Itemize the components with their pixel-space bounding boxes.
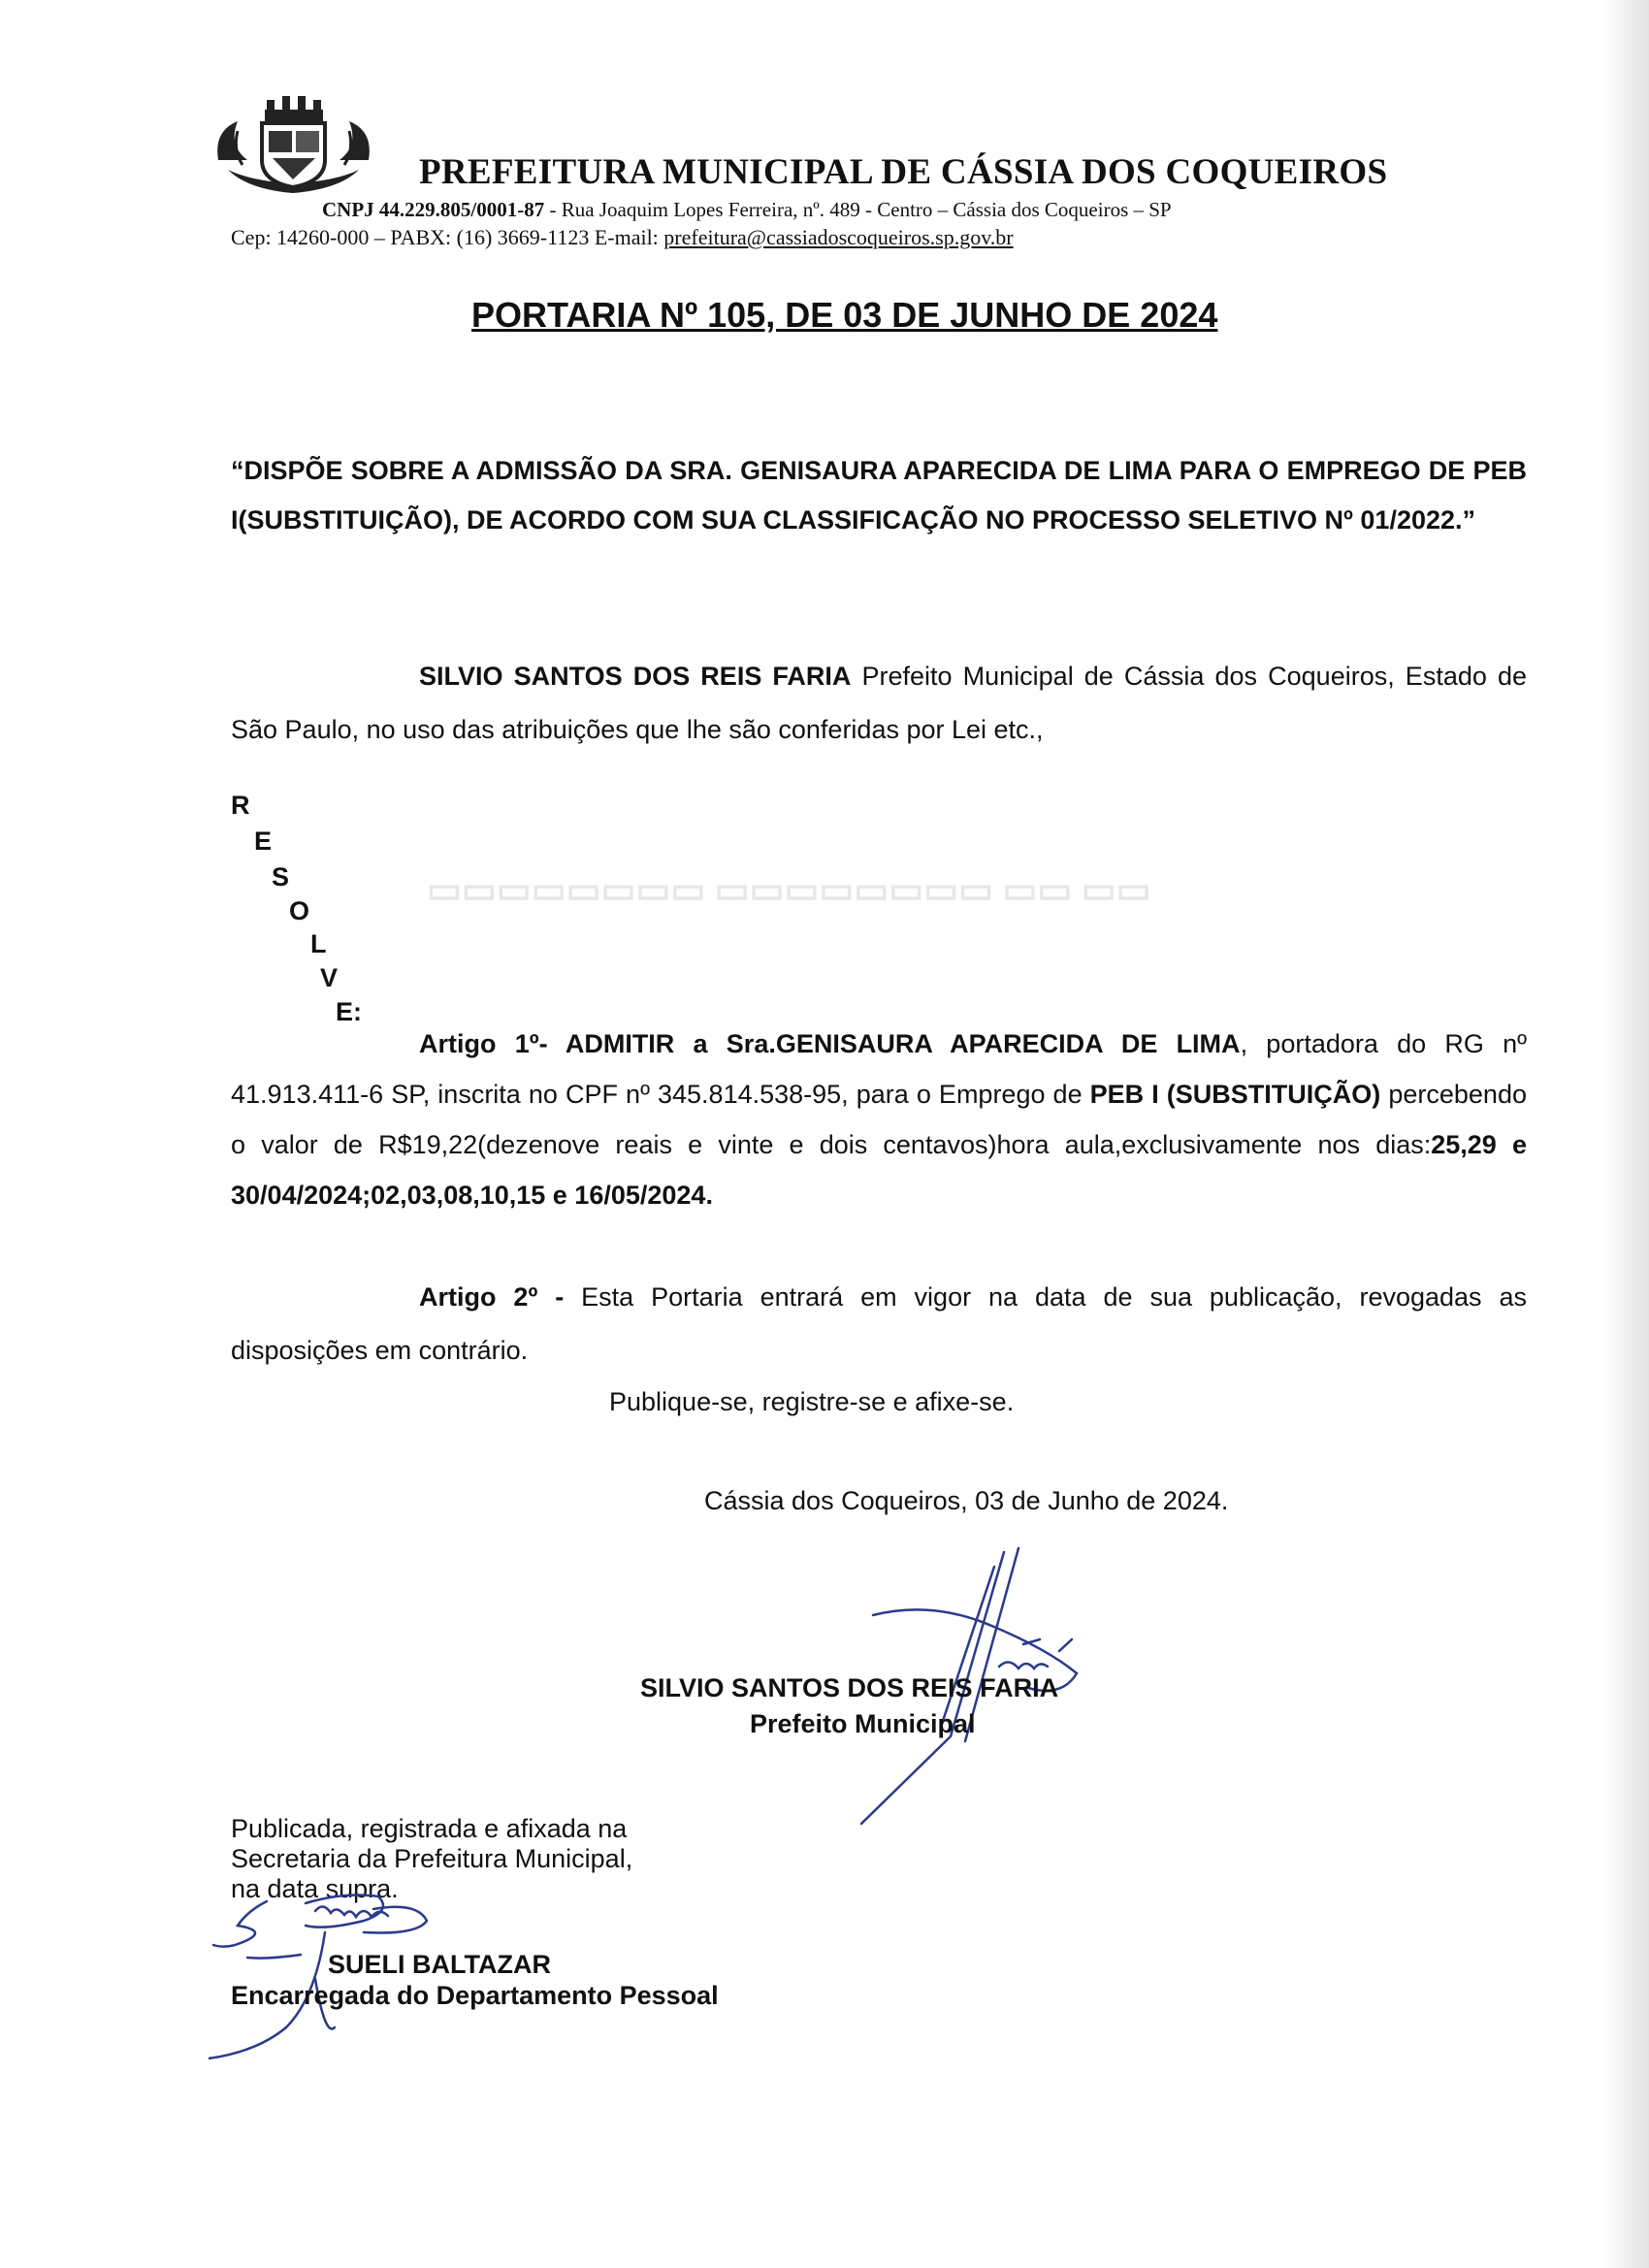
article-1-label: Artigo 1º- ADMITIR a Sra.GENISAURA APARECIDA DE LIMA	[419, 1029, 1241, 1058]
article-2-label: Artigo 2º -	[419, 1282, 565, 1312]
institution-contact	[231, 225, 1014, 250]
resolve-letter: O	[289, 896, 310, 925]
article-1-role: PEB I (SUBSTITUIÇÃO)	[1089, 1080, 1381, 1109]
resolve-letter: V	[320, 963, 339, 992]
publication-order: Publique-se, registre-se e afixe-se.	[609, 1387, 1015, 1416]
secretary-name: SUELI BALTAZAR	[328, 1950, 551, 1979]
resolve-letter: E	[254, 826, 273, 856]
intro-text: Prefeito Municipal de Cássia dos Coqueiros, Estado de São Paulo, no uso das atribuições que lhe são conferidas por Lei etc.,	[231, 662, 1527, 744]
mayor-role: Prefeito Municipal	[750, 1709, 976, 1738]
secretary-role: Encarregada do Departamento Pessoal	[231, 1981, 719, 2010]
resolve-letter: E:	[336, 997, 362, 1026]
scan-edge-shadow	[1604, 0, 1649, 2268]
document-title: PORTARIA Nº 105, DE 03 DE JUNHO DE 2024	[471, 295, 1218, 335]
document-ementa: “DISPÕE SOBRE A ADMISSÃO DA SRA. GENISAURA APARECIDA DE LIMA PARA O EMPREGO DE PEB I(SUBSTITUIÇÃO), DE ACORDO COM SUA CLASSIFICAÇÃO NO PROCESSO SELETIVO Nº 01/2022.”	[231, 456, 1527, 535]
resolve-letter: R	[231, 791, 250, 820]
intro-paragraph	[231, 650, 1527, 757]
article-1-text: , portadora do RG nº 41.913.411-6 SP, inscrita no CPF nº 345.814.538-95, para o Emprego de	[231, 1029, 1528, 1109]
cnpj-label: CNPJ 44.229.805/0001-87	[322, 198, 545, 221]
institution-address	[322, 198, 1172, 222]
mayor-name: SILVIO SANTOS DOS REIS FARIA	[640, 1673, 1059, 1702]
municipal-crest-icon	[209, 92, 378, 199]
publication-note-line: Secretaria da Prefeitura Municipal,	[231, 1844, 633, 1873]
article-1-dates: 25,29 e 30/04/2024;02,03,08,10,15 e 16/05/2024.	[231, 1130, 1527, 1210]
resolve-letter: S	[272, 862, 290, 891]
place-and-date: Cássia dos Coqueiros, 03 de Junho de 2024.	[704, 1486, 1229, 1515]
address-text: - Rua Joaquim Lopes Ferreira, nº. 489 - Centro – Cássia dos Coqueiros – SP	[544, 198, 1172, 221]
email-link[interactable]: prefeitura@cassiadoscoqueiros.sp.gov.br	[663, 225, 1014, 249]
article-2	[231, 1271, 1527, 1377]
publication-note-line: Publicada, registrada e afixada na	[231, 1814, 628, 1843]
article-2-text: Esta Portaria entrará em vigor na data de sua publicação, revogadas as disposições em contrário.	[231, 1282, 1527, 1365]
bleed-through-text: ▭▭▭▭▭▭▭▭ ▭▭▭▭▭▭▭▭ ▭▭ ▭▭	[427, 870, 1151, 911]
article-1-text-2: percebendo o valor de R$19,22(dezenove reais e vinte e dois centavos)hora aula,exclusivamente nos dias:	[231, 1080, 1527, 1159]
institution-title: PREFEITURA MUNICIPAL DE CÁSSIA DOS COQUEIROS	[419, 152, 1388, 192]
publication-note	[231, 1814, 632, 1904]
publication-note-line: na data supra.	[231, 1874, 399, 1903]
intro-name: SILVIO SANTOS DOS REIS FARIA	[419, 662, 852, 691]
contact-text: Cep: 14260-000 – PABX: (16) 3669-1123 E-mail:	[231, 225, 664, 249]
article-1	[231, 1019, 1527, 1220]
resolve-letter: L	[310, 929, 327, 958]
